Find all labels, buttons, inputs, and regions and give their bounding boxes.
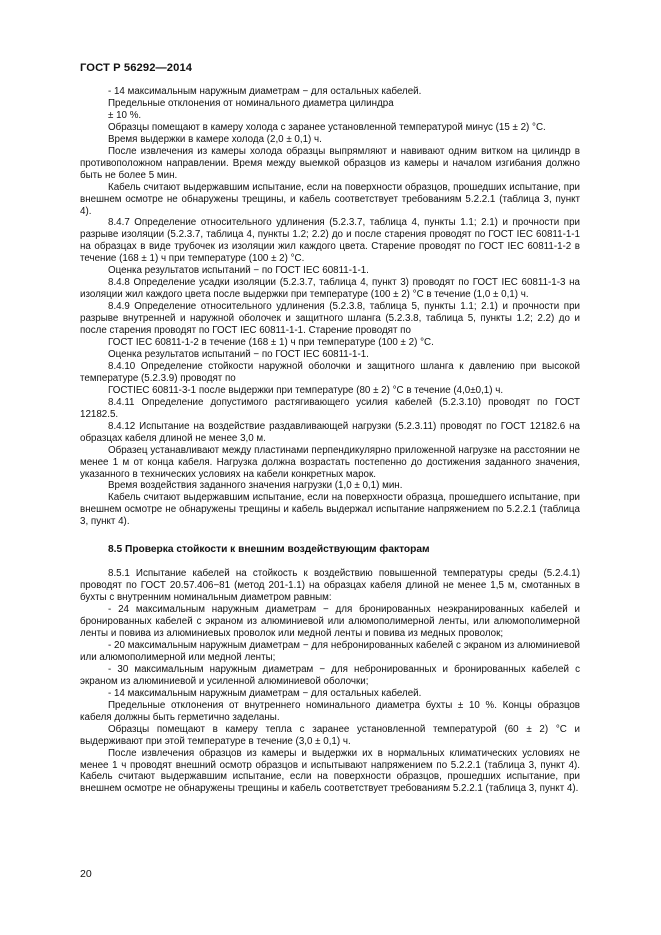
paragraph: 8.4.12 Испытание на воздействие раздавливающей нагрузки (5.2.3.11) проводят по ГОСТ 12182.6 на образцах кабеля длиной не менее 3,0 м. [80, 420, 580, 444]
document-body [80, 86, 580, 795]
paragraph: - 14 максимальным наружным диаметрам − для остальных кабелей. [108, 687, 422, 699]
paragraph: Кабель считают выдержавшим испытание, если на поверхности образцов, прошедших испытание, при внешнем осмотре не обнаружены трещины, и кабель соответствует требованиям 5.2.2.1 (таблица 3, пункт 4). [80, 181, 580, 217]
section-heading: 8.5 Проверка стойкости к внешним воздействующим факторам [108, 544, 430, 556]
paragraph: - 14 максимальным наружным диаметрам − для остальных кабелей. [108, 86, 422, 97]
paragraph: Время выдержки в камере холода (2,0 ± 0,1) ч. [108, 133, 322, 145]
paragraph: Образцы помещают в камеру тепла с заранее установленной температурой (60 ± 2) °С и выдерживают при этой температуре в течение (3,0 ± 0,1) ч. [80, 723, 580, 747]
paragraph: После извлечения из камеры холода образцы выпрямляют и навивают одним витком на цилиндр в противоположном направлении. Время между выемкой образцов из камеры и началом изгибания должно быть не более 5 мин. [80, 145, 580, 181]
paragraph: Оценка результатов испытаний − по ГОСТ IEC 60811-1-1. [108, 265, 369, 277]
paragraph: После извлечения образцов из камеры и выдержки их в нормальных климатических условиях не менее 1 ч проводят внешний осмотр образцов и испытывают напряжением по 5.2.2.1 (таблица 3, пункт 4). Кабель считают выдержавшим испытание, если на поверхности образцов, прошедших испытание, при внешнем осмотре не обнаружены трещины и кабель соответствует требованиям 5.2.2.1 (таблица 3, пункт 4). [80, 747, 580, 795]
page-number: 20 [80, 868, 92, 880]
paragraph: 8.4.7 Определение относительного удлинения (5.2.3.7, таблица 4, пункты 1.1; 2.1) и прочности при разрыве изоляции (5.2.3.7, таблица 4, пункты 1.2; 2.2) до и после старения проводят по ГОСТ IEC 60811-1-1 на образцах в виде трубочек из изоляции жил каждого цвета. Старение проводят по ГОСТ IEC 60811-1-2 в течение (168 ± 1) ч при температуре (100 ± 2) °С. [80, 217, 580, 265]
paragraph: Образец устанавливают между пластинами перпендикулярно приложенной нагрузке на расстоянии не менее 1 м от конца кабеля. Нагрузка должна возрастать постепенно до достижения заданного значения, указанного в технических условиях на кабели конкретных марок. [80, 444, 580, 480]
paragraph: Время воздействия заданного значения нагрузки (1,0 ± 0,1) мин. [108, 480, 403, 492]
paragraph: - 20 максимальным наружным диаметрам − для небронированных кабелей с экраном из алюминиевой или алюмополимерной или медной ленты; [80, 639, 580, 663]
paragraph: - 24 максимальным наружным диаметрам − для бронированных неэкранированных кабелей и бронированных кабелей с экраном из алюминиевой или алюмополимерной ленты, или алюмополимерной ленты и повива из алюминиевых проволок или медной ленты и повива из медных проволок; [80, 604, 580, 640]
text-block-continued [80, 86, 580, 528]
paragraph: Оценка результатов испытаний − по ГОСТ IEC 60811-1-1. [108, 348, 369, 360]
text-block-section-8-5 [80, 568, 580, 795]
paragraph: ГОСТIEC 60811-3-1 после выдержки при температуре (80 ± 2) °С в течение (4,0±0,1) ч. [108, 384, 504, 396]
paragraph: Предельные отклонения от номинального диаметра цилиндра [108, 97, 394, 109]
document-header: ГОСТ Р 56292—2014 [80, 62, 193, 74]
paragraph: ± 10 %. [108, 109, 142, 121]
paragraph: ГОСТ IEC 60811-1-2 в течение (168 ± 1) ч при температуре (100 ± 2) °С. [108, 337, 434, 349]
paragraph: Предельные отклонения от внутреннего номинального диаметра бухты ± 10 %. Концы образцов кабеля должны быть герметично заделаны. [80, 699, 580, 723]
paragraph: 8.4.11 Определение допустимого растягивающего усилия кабелей (5.2.3.10) проводят по ГОСТ 12182.5. [80, 396, 580, 420]
paragraph: - 30 максимальным наружным диаметрам − для небронированных и бронированных кабелей с экраном из алюминиевой и усиленной алюминиевой оболочки; [80, 663, 580, 687]
paragraph: 8.5.1 Испытание кабелей на стойкость к воздействию повышенной температуры среды (5.2.4.1) проводят по ГОСТ 20.57.406−81 (метод 201-1.1) на образцах кабеля длиной не менее 1,5 м, смотанных в бухты с внутренним номинальным диаметром равным: [80, 568, 580, 604]
paragraph: 8.4.9 Определение относительного удлинения (5.2.3.8, таблица 5, пункты 1.1; 2.1) и прочности при разрыве внутренней и наружной оболочек и защитного шланга (5.2.3.8, таблица 5, пункты 1.2; 2.2) до и после старения проводят по ГОСТ IEC 60811-1-1. Старение проводят по [80, 301, 580, 337]
paragraph: 8.4.8 Определение усадки изоляции (5.2.3.7, таблица 4, пункт 3) проводят по ГОСТ IEC 60811-1-3 на изоляции жил каждого цвета после выдержки при температуре (100 ± 2) °С в течение (1,0 ± 0,1) ч. [80, 277, 580, 301]
paragraph: Кабель считают выдержавшим испытание, если на поверхности образца, прошедшего испытание, при внешнем осмотре не обнаружены трещины и кабель выдержал испытание напряжением по 5.2.2.1 (таблица 3, пункт 4). [80, 492, 580, 528]
paragraph: Образцы помещают в камеру холода с заранее установленной температурой минус (15 ± 2) °С. [108, 121, 546, 133]
paragraph: 8.4.10 Определение стойкости наружной оболочки и защитного шланга к давлению при высокой температуре (5.2.3.9) проводят по [80, 360, 580, 384]
